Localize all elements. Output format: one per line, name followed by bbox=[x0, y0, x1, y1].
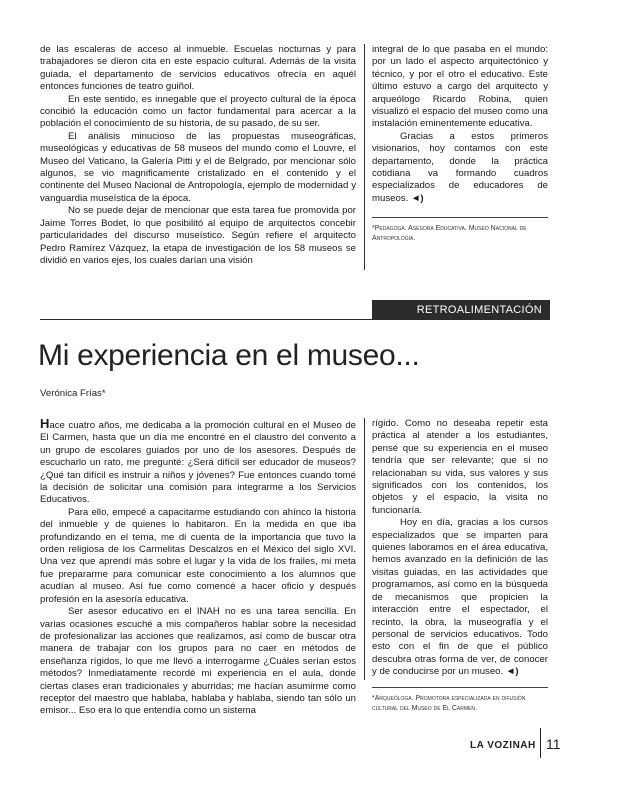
footnote-rule bbox=[372, 687, 548, 688]
paragraph-text: Gracias a estos primeros visionarios, hoy contamos con este departamento, donde la práctica cotidiana va formando cuadros especializados de educadores de museos. bbox=[372, 130, 548, 204]
article-right-column bbox=[372, 418, 548, 714]
paragraph: integral de lo que pasaba en el mundo: por un lado el aspecto arquitectónico y técnico, y por el otro el educativo. Este último estuvo a cargo del arquitecto y arqueólogo Ricardo Robina, quien visualizó el espacio del museo como una instalación eminentemente educativa. bbox=[372, 44, 548, 130]
article-left-column bbox=[40, 418, 356, 718]
paragraph: rígido. Como no deseaba repetir esta práctica al atender a los estudiantes, pensé que su experiencia en el museo tendría que ser relevante; que si no relacionaban su vida, sus valores y sus significados con los contenidos, los objetos y el espacio, la visita no funcionaría. bbox=[372, 418, 548, 516]
section-rule bbox=[40, 319, 550, 320]
footnote: *Pedagoga. Asesora Educativa. Museo Nacional de Antropología. bbox=[372, 225, 527, 243]
page-number: 11 bbox=[546, 736, 561, 752]
end-mark-icon: ◄) bbox=[505, 666, 519, 678]
top-right-column bbox=[372, 44, 548, 244]
paragraph: Ser asesor educativo en el INAH no es una tarea sencilla. En varias ocasiones escuché a mis compañeros hablar sobre la necesidad de profesionalizar las acciones que realizamos, así como de buscar otra manera de trabajar con los grupos para no caer en métodos de enseñanza rígidos, lo que me llevó a interrogarme ¿Cuáles serían estos métodos? Inmediatamente recordé mi experiencia en el aula, donde ciertas clases eran tradicionales y aburridas; me hacían asumirme como receptor del maestro que hablaba, hablaba y hablaba, siendo tan sólo un emisor... Eso era lo que entendía como un sistema bbox=[40, 606, 356, 717]
section-label: RETROALIMENTACIÓN bbox=[372, 300, 550, 320]
article-author: Verónica Frías* bbox=[40, 388, 106, 399]
paragraph bbox=[372, 131, 548, 205]
paragraph-text: ace cuatro años, me dedicaba a la promoción cultural en el Museo de El Carmen, hasta que un día me encontré en el claustro del convento a un grupo de escolares guiados por uno de los asesores. Después de escucharlo un rato, me pregunté: ¿Será difícil ser educador de museos? ¿Qué tan difícil es instruir a niños y jóvenes? Fue entonces cuando tomé la decisión de solicitar una comisión para integrarme a los Servicios Educativos. bbox=[40, 420, 356, 506]
drop-cap: H bbox=[40, 416, 50, 431]
footer-divider bbox=[540, 728, 541, 758]
paragraph: En este sentido, es innegable que el proyecto cultural de la época concibió la educación como un factor fundamental para acercar a la población el conocimiento de su historia, de su pasado, de su ser. bbox=[40, 93, 356, 130]
footnote-rule bbox=[372, 217, 548, 218]
paragraph-text: Hoy en día, gracias a los cursos especializados que se imparten para quienes laboramos en el área educativa, hemos avanzado en la definición de las visitas guiadas, en las actividades que programamos, así como en la búsqueda de mecanismos que propicien la interacción entre el espectador, el recinto, la obra, la museografía y el personal de servicios educativos. Todo esto con el fin de que el público descubra otras forma de ver, de conocer y de conducirse por un museo. bbox=[372, 517, 548, 678]
article-title: Mi experiencia en el museo... bbox=[38, 339, 420, 372]
paragraph: Para ello, empecé a capacitarme estudiando con ahínco la historia del inmueble y de quienes lo habitaron. En la medida en que iba profundizando en el tema, me di cuenta de la importancia que tuvo la orden religiosa de los Carmelitas Descalzos en el México del siglo XVI. Una vez que aprendí más sobre el lugar y la vida de los frailes, mi meta fue prepararme para comunicar este conocimiento a los alumnos que acudían al museo. Así fue como comencé a hacer oficio y después profesión en la asesoría educativa. bbox=[40, 506, 356, 605]
magazine-name: LA VOZINAH bbox=[470, 740, 536, 751]
footnote: *Arqueóloga. Promotora especializada en difusión cultural del Museo de El Carmen. bbox=[372, 694, 526, 712]
paragraph bbox=[40, 418, 356, 507]
paragraph bbox=[372, 517, 548, 678]
paragraph: de las escaleras de acceso al inmueble. Escuelas nocturnas y para trabajadores se dieron cita en este espacio cultural. Además de la visita guiada, el departamento de servicios educativos ofrecía en aquél entonces funciones de teatro guiñol. bbox=[40, 44, 356, 93]
top-left-column bbox=[40, 44, 356, 267]
paragraph: El análisis minucioso de las propuestas museográficas, museológicas y educativas de 58 museos del mundo como el Louvre, el Museo del Vaticano, la Galería Pitti y el de Belgrado, por mencionar sólo algunos, se vio magnificamente cristalizado en el contenido y el continente del Museo Nacional de Antropología, ejemplo de modernidad y vanguardia museística de la época. bbox=[40, 130, 356, 204]
end-mark-icon: ◄) bbox=[410, 192, 424, 204]
column-divider bbox=[364, 44, 365, 270]
paragraph: No se puede dejar de mencionar que esta tarea fue promovida por Jaime Torres Bodet, lo que posibilitó al equipo de arquitectos concebir particularidades del discurso museístico. Según refiere el arquitecto Pedro Ramírez Vázquez, la etapa de investigación de los 58 museos se dividió en varios ejes, los cuales darían una visión bbox=[40, 205, 356, 266]
column-divider bbox=[364, 418, 365, 680]
